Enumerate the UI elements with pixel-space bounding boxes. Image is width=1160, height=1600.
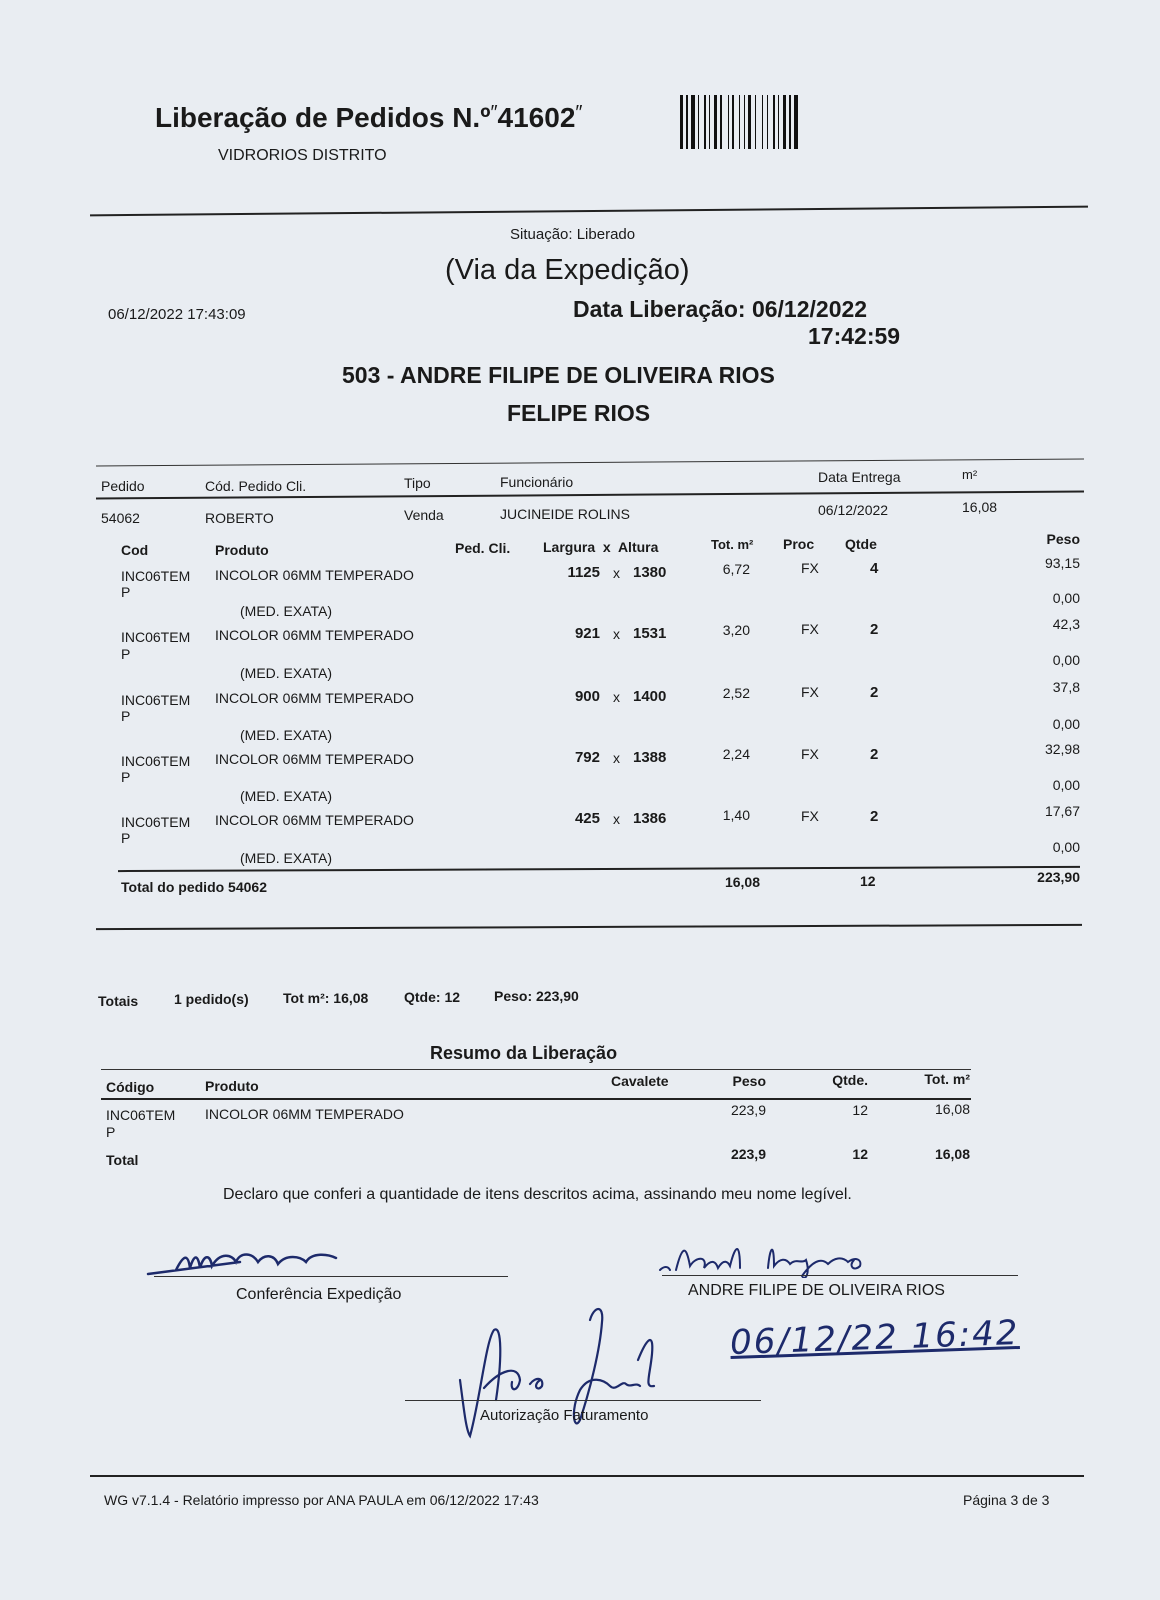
item-cod-cont: P [121,769,131,785]
summary-row-qtde: 12 [852,1102,868,1118]
col-tipo: Tipo [404,475,431,491]
item-qtde: 4 [870,560,879,577]
item-cod-cont: P [121,830,131,846]
summary-title: Resumo da Liberação [430,1043,618,1063]
barcode-bar [789,95,791,149]
item-qtde: 2 [870,621,879,638]
signature-label-autorizacao: Autorização Faturamento [480,1407,649,1424]
summary-row-tot-m2: 16,08 [934,1101,970,1117]
summary-header-line-bottom [101,1098,971,1100]
col-data-entrega: Data Entrega [818,469,901,485]
item-proc: FX [801,746,819,762]
summary-row-peso: 223,9 [730,1102,766,1118]
item-col-tot-m2: Tot. m² [711,537,754,552]
order-tipo: Venda [404,507,444,523]
barcode-bar [728,95,729,149]
item-proc: FX [801,560,819,576]
totals-qtde: Qtde: 12 [404,989,461,1005]
item-produto: INCOLOR 06MM TEMPERADO [215,690,414,706]
item-proc: FX [801,621,819,637]
barcode-bar [691,95,695,149]
item-subtext: (MED. EXATA) [240,727,333,743]
item-largura: 425 [574,810,600,827]
summary-total-label: Total [106,1152,139,1168]
item-produto: INCOLOR 06MM TEMPERADO [215,812,414,828]
order-number: 41602 [497,102,576,133]
summary-col-peso: Peso [732,1073,766,1089]
summary-col-produto: Produto [205,1078,259,1094]
item-x: x [613,626,620,642]
totals-m2: Tot m²: 16,08 [283,990,369,1006]
status-text: Situação: Liberado [510,226,636,243]
item-peso: 42,3 [1052,616,1080,632]
barcode-bar [732,95,734,149]
order-total-m2: 16,08 [724,874,760,890]
release-date-value: 06/12/2022 [751,296,868,322]
order-header-line-top [96,459,1084,467]
release-date [573,296,867,323]
summary-row-cod: INC06TEM [106,1107,176,1123]
item-altura: 1380 [633,564,667,581]
barcode-bar [773,95,775,149]
order-funcionario: JUCINEIDE ROLINS [500,506,630,522]
order-pedido: 54062 [101,510,140,526]
order-data-entrega: 06/12/2022 [818,502,889,518]
item-subtext: (MED. EXATA) [240,603,333,619]
item-x: x [613,689,620,705]
item-peso-sub: 0,00 [1052,652,1080,668]
barcode-bar [739,95,740,149]
signature-label-client: ANDRE FILIPE DE OLIVEIRA RIOS [688,1282,945,1299]
summary-col-qtde: Qtde. [832,1072,868,1088]
item-largura: 792 [574,749,600,766]
item-cod: INC06TEM [121,753,191,769]
barcode-bar [762,95,763,149]
item-peso-sub: 0,00 [1052,590,1080,606]
summary-col-tot-m2: Tot. m² [924,1071,970,1087]
order-m2: 16,08 [962,499,998,515]
item-proc: FX [801,808,819,824]
item-x: x [613,565,620,581]
handwritten-date: 06/12/22 16:42 [729,1312,1021,1364]
item-produto: INCOLOR 06MM TEMPERADO [215,751,414,767]
summary-total-qtde: 12 [852,1146,868,1162]
client-nickname: FELIPE RIOS [507,400,651,426]
declaration-text: Declaro que conferi a quantidade de itens descritos acima, assinando meu nome legível. [223,1186,852,1203]
item-subtext: (MED. EXATA) [240,850,333,866]
barcode [680,95,858,150]
item-largura: 1125 [567,564,600,581]
item-cod: INC06TEM [121,629,191,645]
item-altura: 1531 [633,625,667,642]
footer-line [90,1475,1084,1477]
barcode-bar [755,95,756,149]
item-col-produto: Produto [215,542,269,558]
item-qtde: 2 [870,808,879,825]
footer-print-info: WG v7.1.4 - Relatório impresso por ANA PAULA em 06/12/2022 17:43 [104,1492,539,1508]
item-x: x [613,811,620,827]
item-col-largura-altura: Largura x Altura [543,539,659,555]
item-peso-sub: 0,00 [1052,777,1080,793]
item-cod-cont: P [121,646,131,662]
item-peso: 32,98 [1044,741,1080,757]
summary-header-line-top [101,1069,971,1070]
item-col-cod: Cod [121,542,149,558]
barcode-bar [686,95,688,149]
barcode-bar [767,95,768,149]
header-divider [90,206,1088,217]
totals-peso: Peso: 223,90 [494,988,579,1004]
barcode-bar [720,95,722,149]
item-qtde: 2 [870,746,879,763]
release-label: Data Liberação: [573,296,746,322]
item-peso-sub: 0,00 [1052,839,1080,855]
signature-line-autorizacao [405,1400,761,1401]
col-pedido: Pedido [101,478,145,494]
summary-col-codigo: Código [106,1079,155,1095]
item-cod: INC06TEM [121,692,191,708]
order-total-line [118,866,1080,872]
handwritten-signature-expedicao [140,1240,360,1280]
report-title: Liberação de Pedidos N.º″41602″ [155,102,583,133]
col-cod-cli: Cód. Pedido Cli. [205,478,307,494]
item-qtde: 2 [870,684,879,701]
item-peso: 93,15 [1044,555,1080,571]
item-cod-cont: P [121,584,131,600]
order-total-peso: 223,90 [1037,869,1080,885]
barcode-bar [778,95,779,149]
barcode-bar [698,95,699,149]
summary-total-peso: 223,9 [730,1146,766,1162]
company-name: VIDRORIOS DISTRITO [218,147,387,164]
col-m2: m² [962,467,978,482]
item-altura: 1386 [633,810,667,827]
item-largura: 921 [574,625,600,642]
barcode-bar [744,95,745,149]
item-produto: INCOLOR 06MM TEMPERADO [215,627,414,643]
summary-total-tot-m2: 16,08 [934,1146,970,1162]
item-col-peso: Peso [1046,531,1080,547]
item-subtext: (MED. EXATA) [240,788,333,804]
item-tot-m2: 1,40 [722,807,750,823]
section-divider [96,924,1082,930]
summary-col-cavalete: Cavalete [611,1073,669,1089]
item-produto: INCOLOR 06MM TEMPERADO [215,567,414,583]
item-tot-m2: 6,72 [722,561,750,577]
order-cod-cli: ROBERTO [205,510,274,526]
item-cod: INC06TEM [121,568,191,584]
item-proc: FX [801,684,819,700]
signature-line-expedicao [154,1276,508,1277]
item-altura: 1400 [633,688,667,705]
item-col-ped-cli: Ped. Cli. [455,540,511,556]
item-largura: 900 [574,688,600,705]
title-prefix: Liberação de Pedidos N.º [155,102,491,133]
item-col-proc: Proc [783,536,815,552]
release-time: 17:42:59 [808,323,901,349]
footer-page-number: Página 3 de 3 [963,1492,1050,1508]
signature-label-expedicao: Conferência Expedição [236,1286,402,1303]
item-cod-cont: P [121,708,131,724]
item-cod: INC06TEM [121,814,191,830]
col-funcionario: Funcionário [500,474,574,490]
item-subtext: (MED. EXATA) [240,665,333,681]
handwritten-signature-client [656,1236,886,1278]
item-peso-sub: 0,00 [1052,716,1080,732]
item-altura: 1388 [633,749,667,766]
totals-label: Totais [98,993,139,1009]
item-x: x [613,750,620,766]
item-peso: 17,67 [1044,803,1080,819]
item-peso: 37,8 [1052,679,1080,695]
summary-row-produto: INCOLOR 06MM TEMPERADO [205,1106,404,1122]
item-tot-m2: 2,52 [722,685,750,701]
item-col-qtde: Qtde [845,536,877,552]
printed-timestamp: 06/12/2022 17:43:09 [108,306,246,323]
order-total-label: Total do pedido 54062 [121,879,267,895]
barcode-bar [794,95,798,149]
barcode-bar [748,95,751,149]
item-tot-m2: 3,20 [722,622,750,638]
via-title: (Via da Expedição) [445,254,690,286]
barcode-bar [783,95,786,149]
barcode-bar [680,95,683,149]
item-tot-m2: 2,24 [722,746,750,762]
order-total-qtde: 12 [860,873,876,889]
barcode-bar [704,95,706,149]
summary-row-cod-cont: P [106,1124,116,1140]
barcode-bar [714,95,717,149]
signature-line-client [662,1275,1018,1276]
totals-pedidos: 1 pedido(s) [174,991,249,1007]
client-name: 503 - ANDRE FILIPE DE OLIVEIRA RIOS [342,362,775,388]
barcode-bar [709,95,710,149]
